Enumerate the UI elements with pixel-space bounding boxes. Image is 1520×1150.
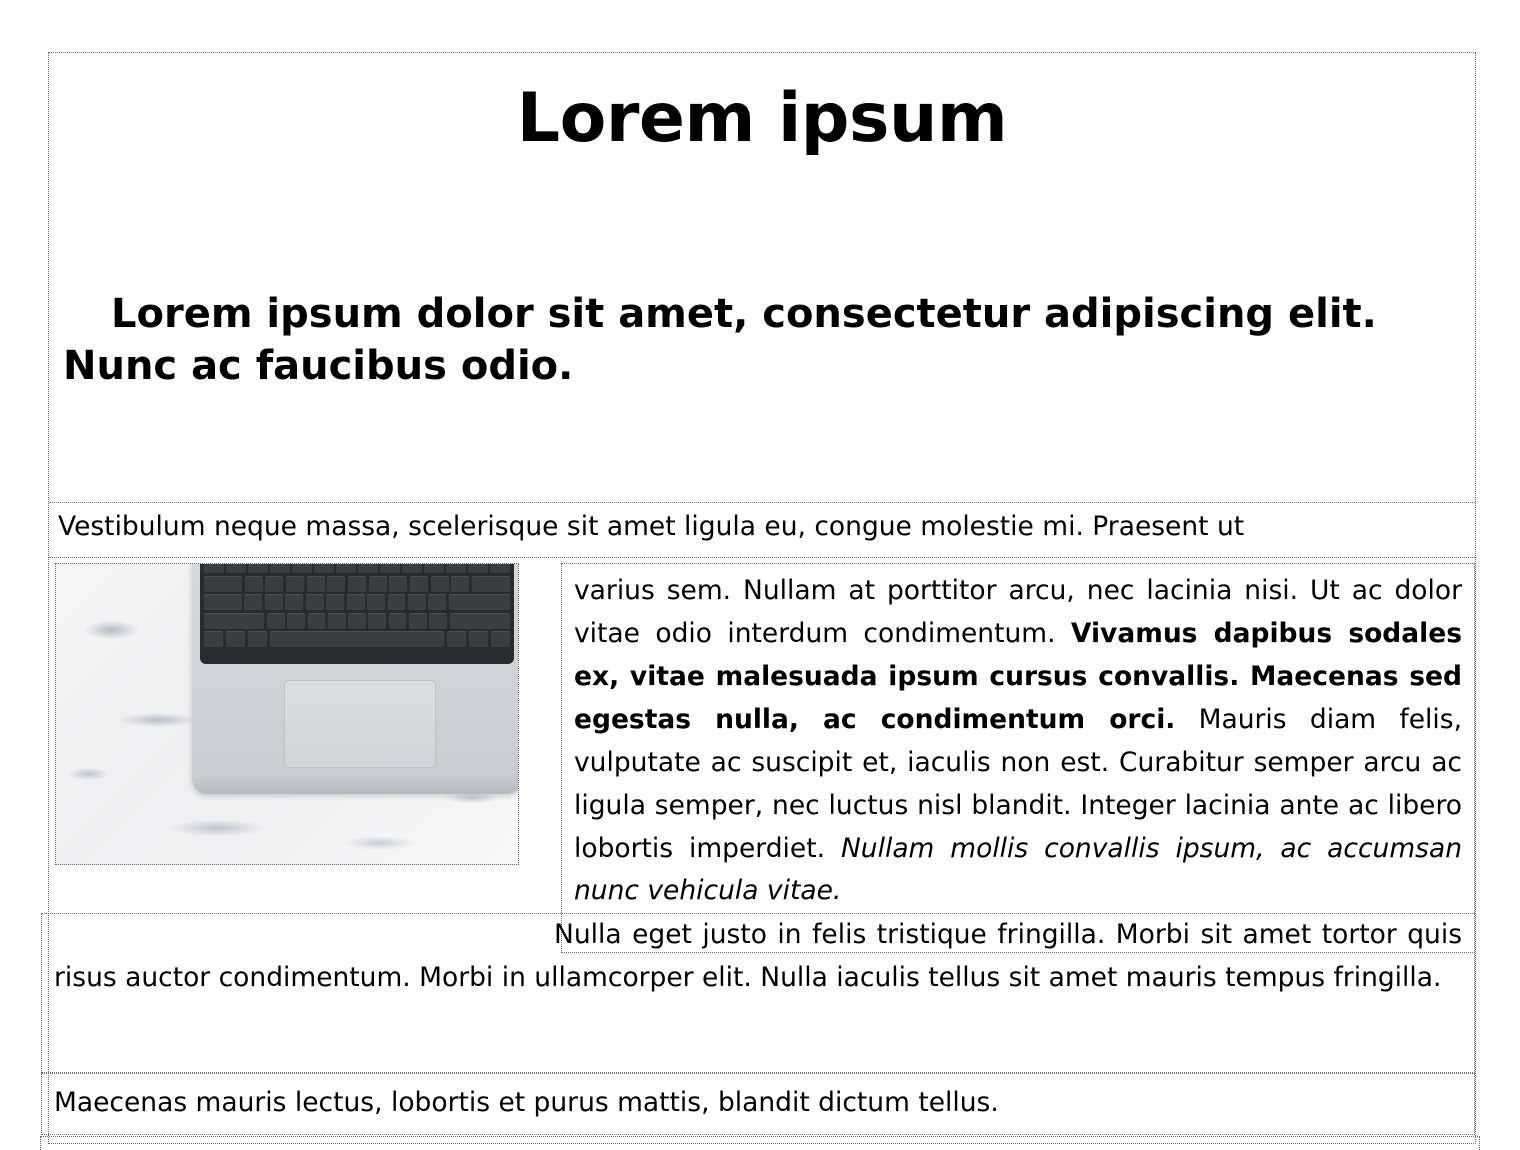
body-paragraph-text	[574, 570, 1462, 913]
body-segment-2-bold: Vivamus dapibus sodales ex, vitae malesuada ipsum cursus convallis. Maecenas sed egestas nulla, ac condimentum orci.	[574, 617, 1462, 735]
title-block	[49, 53, 1475, 502]
figure-image	[56, 564, 518, 864]
continued-paragraph-text	[54, 914, 1462, 1000]
last-paragraph-text: Maecenas mauris lectus, lobortis et purus mattis, blandit dictum tellus.	[54, 1087, 999, 1118]
page-title: Lorem ipsum	[516, 79, 1008, 158]
laptop-keyboard	[200, 564, 514, 664]
lead-paragraph-text: Vestibulum neque massa, scelerisque sit amet ligula eu, congue molestie mi. Praesent ut	[58, 511, 1245, 542]
last-paragraph-block	[41, 1073, 1475, 1135]
laptop-trackpad	[284, 680, 436, 768]
laptop-body	[192, 564, 518, 794]
body-segment-1: varius sem. Nullam at porttitor arcu, nec lacinia nisi. Ut ac dolor vitae odio interdum condimentum.	[574, 575, 1462, 649]
body-segment-3: Mauris diam felis, vulputate ac suscipit et, iaculis non est. Curabitur semper arcu ac ligula semper, nec luctus nisl blandit. Integer lacinia ante ac libero lobortis imperdiet.	[574, 703, 1462, 864]
continued-paragraph-span: Nulla eget justo in felis tristique fringilla. Morbi sit amet tortor quis risus auctor condimentum. Morbi in ullamcorper elit. Nulla iaculis tellus sit amet mauris tempus fringilla.	[54, 919, 1462, 993]
figure-laptop	[55, 563, 519, 865]
lead-paragraph-block	[49, 502, 1475, 558]
laptop-illustration	[192, 564, 518, 804]
body-segment-4-italic: Nullam mollis convallis ipsum, ac accumsan nunc vehicula vitae.	[574, 832, 1462, 907]
document-subtitle: Lorem ipsum dolor sit amet, consectetur adipiscing elit. Nunc ac faucibus odio.	[63, 291, 1377, 389]
body-paragraph-block	[561, 563, 1475, 953]
laptop-front-edge	[192, 778, 518, 794]
next-block-outline	[40, 1136, 1480, 1150]
continued-paragraph-block	[41, 913, 1475, 1073]
document-body-outline	[48, 52, 1476, 1144]
